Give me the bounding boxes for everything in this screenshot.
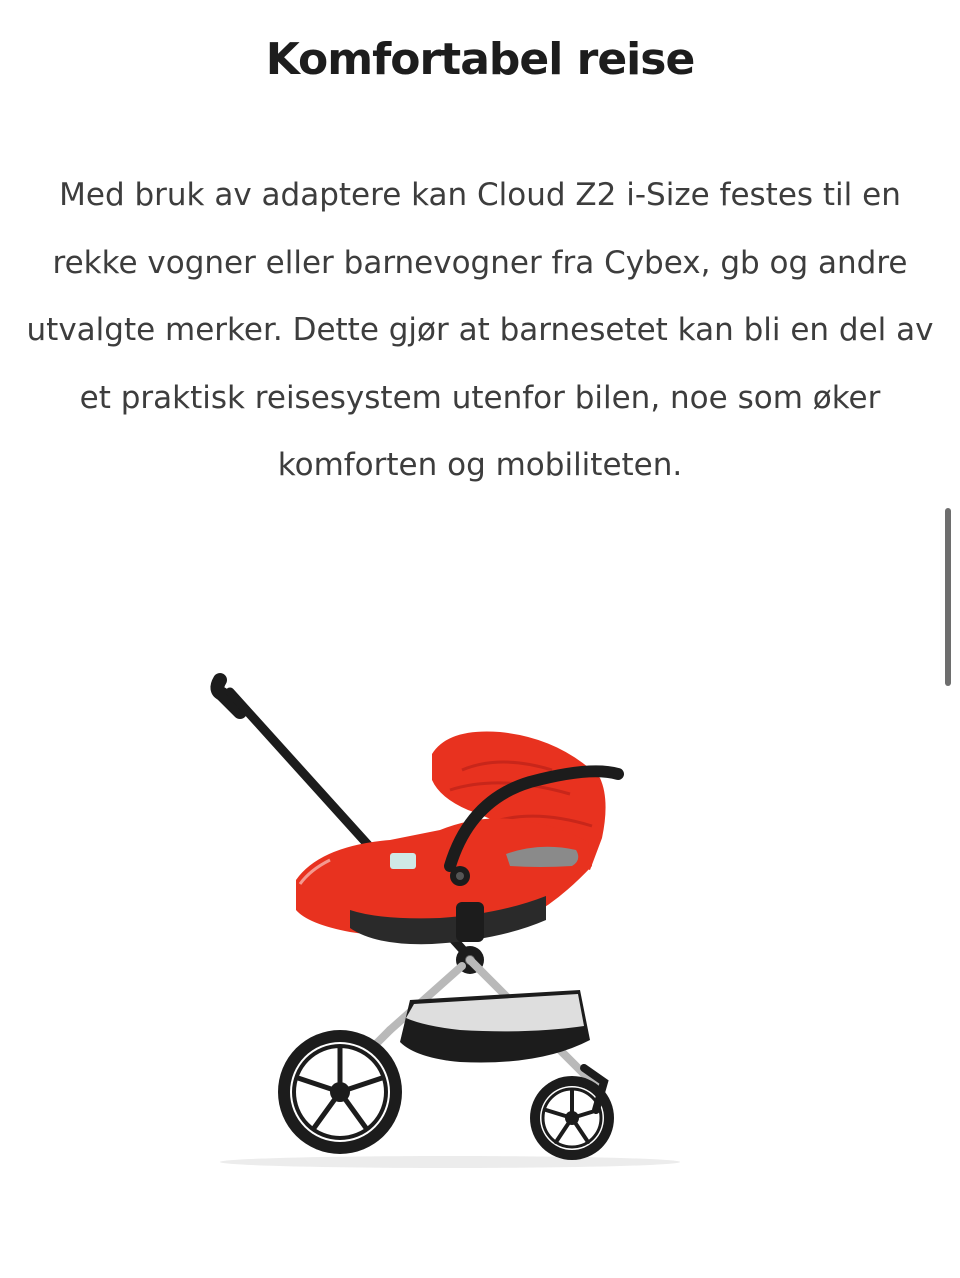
- rear-wheel: [278, 1030, 402, 1154]
- section-description: Med bruk av adaptere kan Cloud Z2 i-Size festes til en rekke vogner eller barnevogner fra Cybex, gb og andre utvalgte merker. Dette gjør at barnesetet kan bli en del av et praktisk reisesystem utenfor bilen, noe som øker komforten og mobiliteten.: [26, 177, 934, 483]
- scrollbar-thumb[interactable]: [945, 508, 951, 686]
- product-image: [200, 670, 700, 1190]
- ground-shadow: [220, 1156, 680, 1168]
- section-title: Komfortabel reise: [265, 34, 695, 85]
